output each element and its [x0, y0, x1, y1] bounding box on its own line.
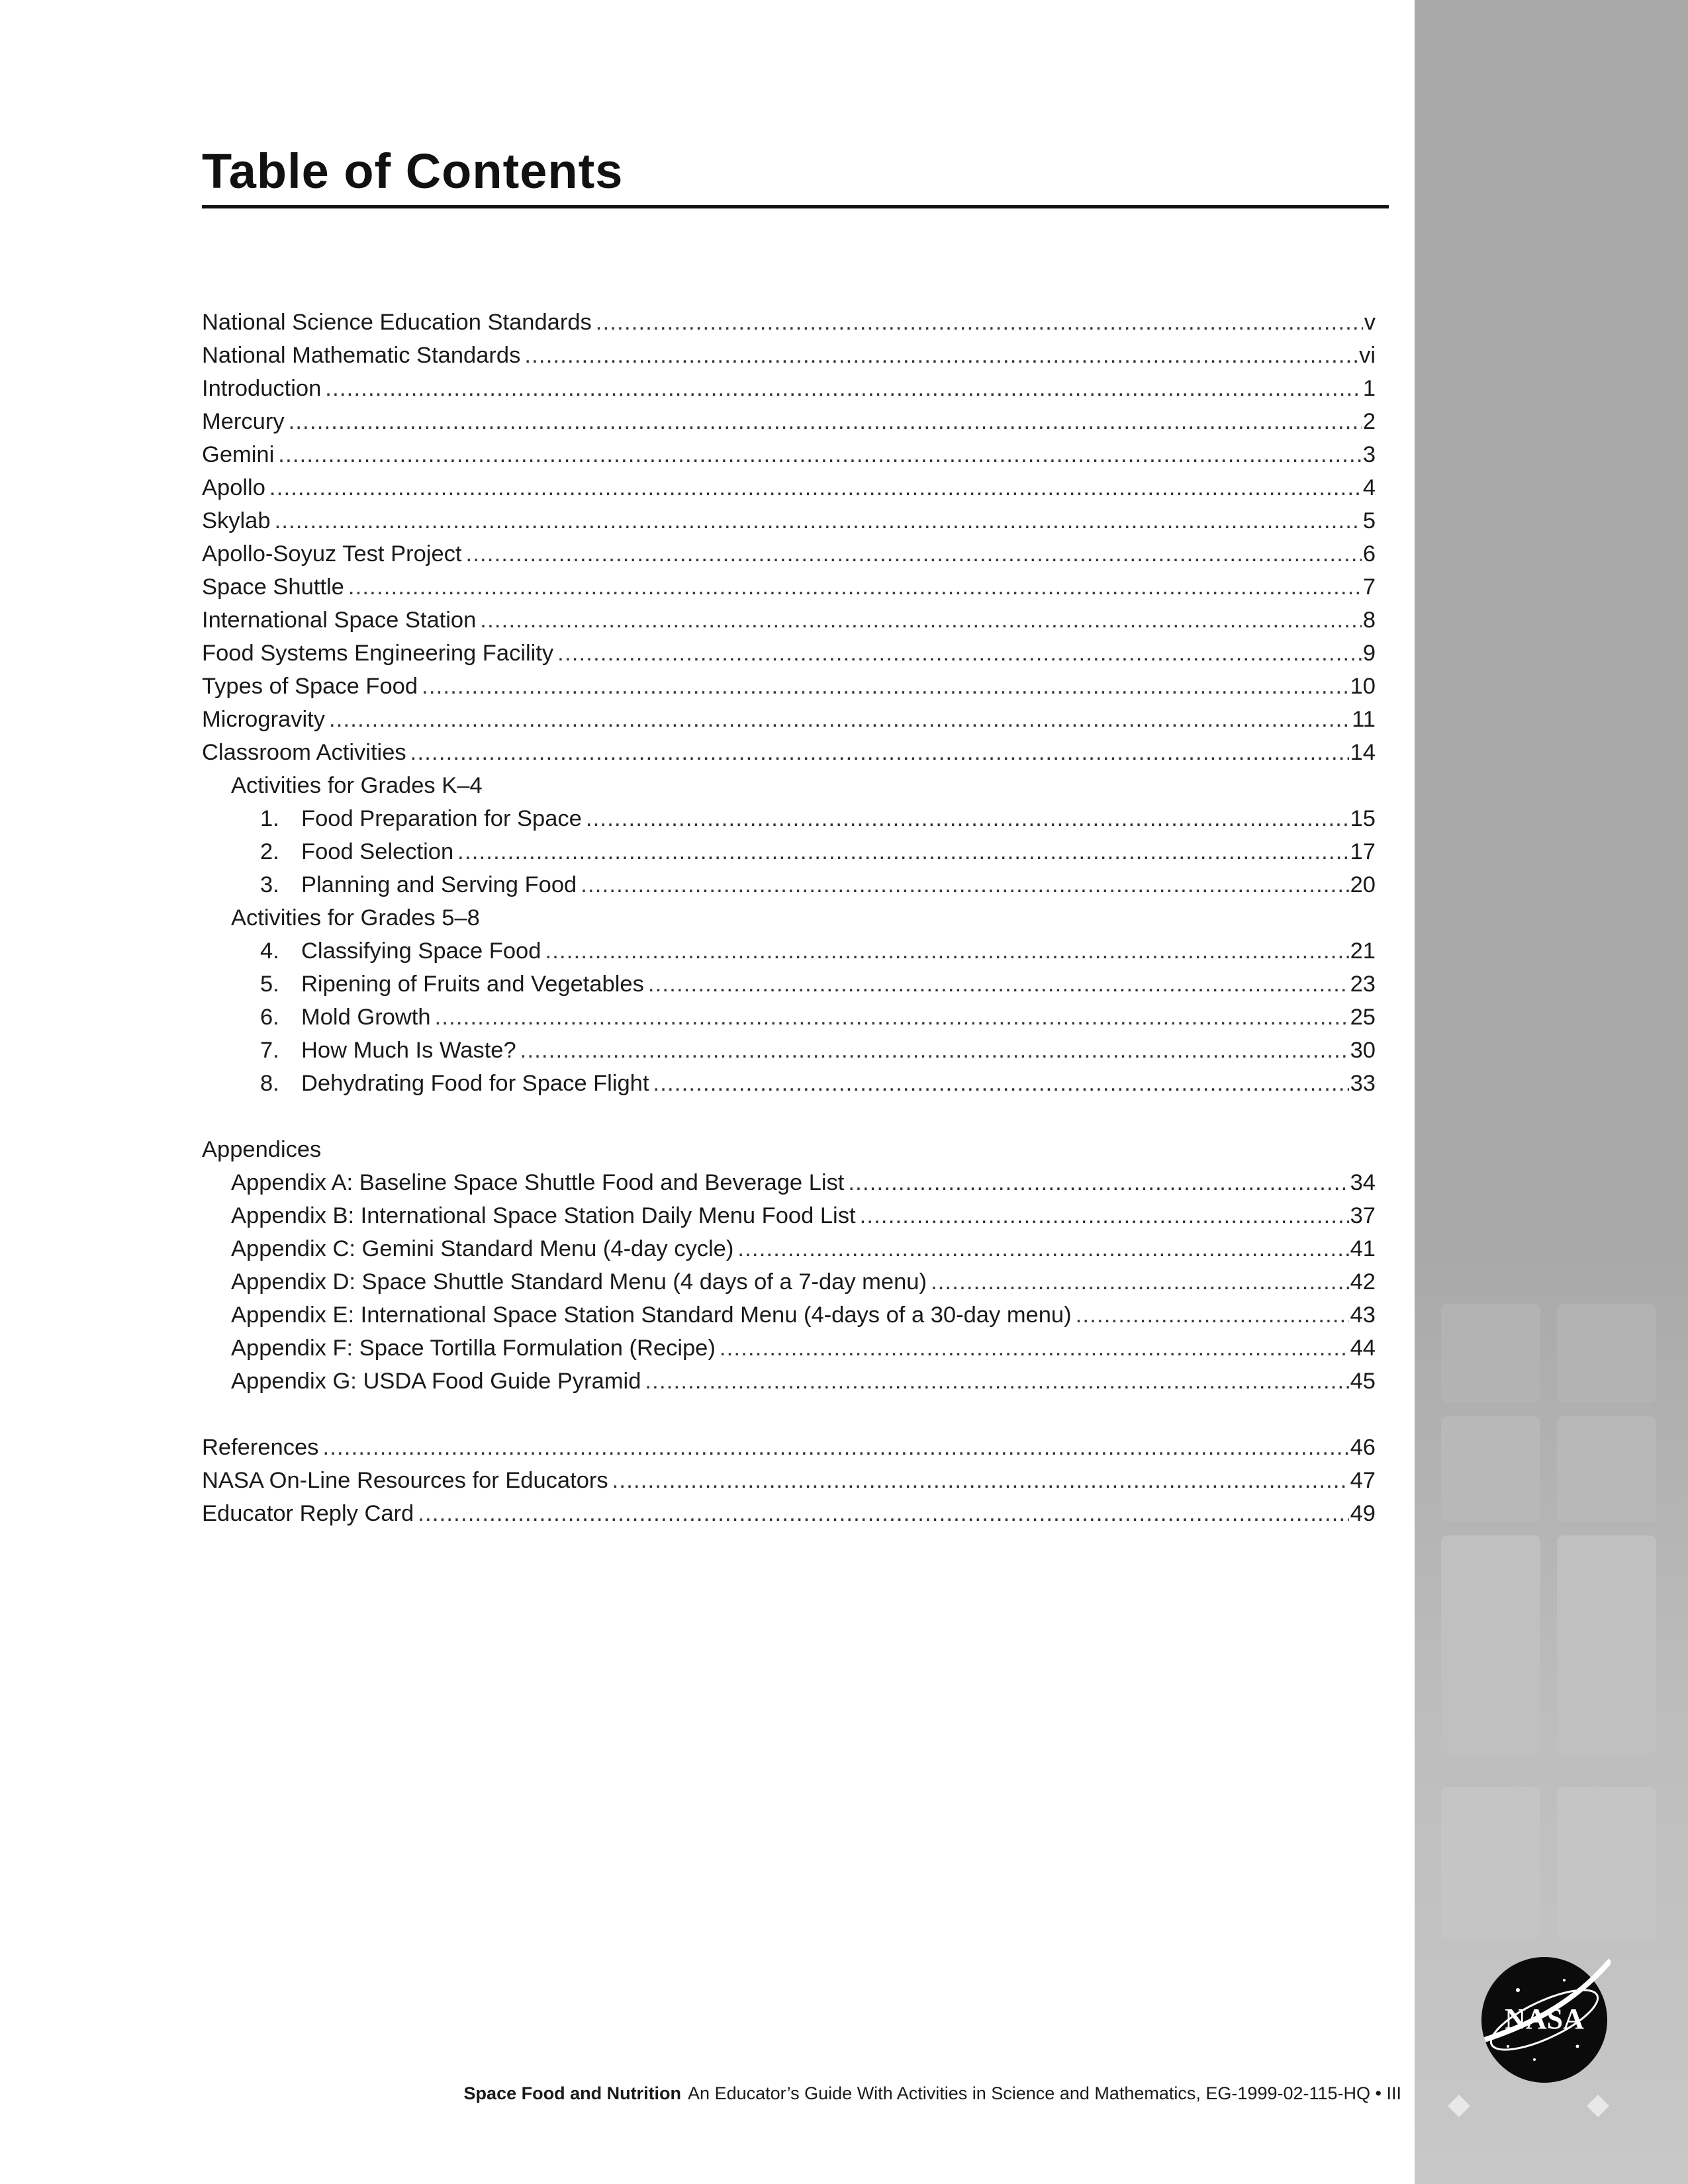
toc-entry[interactable]: [202, 968, 1376, 1001]
toc-entry[interactable]: [202, 1034, 1376, 1067]
toc-entry-label: Food Preparation for Space: [301, 806, 582, 831]
nasa-meatball-icon: [1478, 1954, 1611, 2086]
toc-entry-label: Apollo: [202, 475, 265, 500]
toc-page-number: v: [1364, 310, 1376, 335]
toc-dot-leader: [410, 736, 1349, 769]
toc-entry-label: Appendix C: Gemini Standard Menu (4-day cycle): [231, 1236, 734, 1261]
toc-dot-leader: [545, 934, 1348, 968]
toc-entry-label: Food Selection: [301, 839, 454, 864]
toc-entry-label: How Much Is Waste?: [301, 1038, 516, 1063]
toc-dot-leader: [653, 1067, 1348, 1100]
toc-entry[interactable]: [202, 1365, 1376, 1398]
toc-page-number: 34: [1350, 1170, 1376, 1195]
toc-entry[interactable]: [202, 471, 1376, 504]
toc-entry[interactable]: [202, 570, 1376, 604]
toc-entry[interactable]: [202, 1199, 1376, 1232]
toc-entry[interactable]: [202, 1431, 1376, 1464]
toc-entry-number: 7.: [260, 1038, 279, 1063]
toc-entry-label: Microgravity: [202, 707, 325, 732]
toc-entry[interactable]: [202, 1067, 1376, 1100]
toc-section-heading: [202, 769, 1376, 802]
toc-entry[interactable]: [202, 604, 1376, 637]
toc-dot-leader: [524, 339, 1358, 372]
footer-subtitle: An Educator’s Guide With Activities in Science and Mathematics, EG-1999-02-115-HQ • III: [688, 2083, 1401, 2103]
toc-dot-leader: [480, 604, 1362, 637]
toc-entry-label: Appendix E: International Space Station Standard Menu (4-days of a 30-day menu): [231, 1302, 1072, 1328]
toc-entry[interactable]: [202, 1298, 1376, 1332]
toc-entry-label: Appendix A: Baseline Space Shuttle Food and Beverage List: [231, 1170, 845, 1195]
toc-entry[interactable]: [202, 1265, 1376, 1298]
toc-dot-leader: [465, 537, 1361, 570]
toc-spacer: [202, 1398, 1376, 1431]
toc-section-heading: [202, 1133, 1376, 1166]
toc-spacer: [202, 1100, 1376, 1133]
toc-dot-leader: [269, 471, 1362, 504]
toc-dot-leader: [645, 1365, 1348, 1398]
toc-entry[interactable]: [202, 438, 1376, 471]
toc-page-number: 7: [1362, 574, 1376, 600]
toc-page-number: 42: [1350, 1269, 1376, 1295]
toc-page-number: 9: [1362, 641, 1376, 666]
toc-entry[interactable]: [202, 670, 1376, 703]
toc-page-number: 2: [1362, 409, 1376, 434]
toc-entry[interactable]: [202, 868, 1376, 901]
toc-entry-label: Skylab: [202, 508, 271, 533]
toc-dot-leader: [581, 868, 1348, 901]
toc-entry-label: Mercury: [202, 409, 285, 434]
toc-entry[interactable]: [202, 372, 1376, 405]
footer-book-title: Space Food and Nutrition: [463, 2083, 682, 2103]
toc-entry-number: 4.: [260, 938, 279, 964]
decorative-tile: [1441, 1535, 1540, 1754]
toc-entry-label: Planning and Serving Food: [301, 872, 577, 897]
toc-entry[interactable]: [202, 537, 1376, 570]
decorative-tile: [1557, 1535, 1656, 1754]
toc-entry-number: 2.: [260, 839, 279, 864]
toc-entry-label: Types of Space Food: [202, 674, 418, 699]
toc-entry[interactable]: [202, 1332, 1376, 1365]
toc-entry-label: Space Shuttle: [202, 574, 344, 600]
toc-entry[interactable]: [202, 405, 1376, 438]
toc-page-number: 15: [1350, 806, 1376, 831]
toc-page-number: 5: [1362, 508, 1376, 533]
toc-dot-leader: [325, 372, 1362, 405]
toc-entry-label: Food Systems Engineering Facility: [202, 641, 554, 666]
toc-entry[interactable]: [202, 1001, 1376, 1034]
toc-entry-label: Gemini: [202, 442, 275, 467]
decorative-tile: [1441, 1416, 1540, 1522]
toc-dot-leader: [596, 306, 1363, 339]
toc-entry-label: Apollo-Soyuz Test Project: [202, 541, 462, 567]
toc-page-number: 11: [1352, 707, 1376, 732]
toc-page-number: 8: [1362, 608, 1376, 633]
decorative-tile: [1557, 1416, 1656, 1522]
logo-text: NASA: [1505, 2003, 1584, 2035]
toc-entry[interactable]: [202, 339, 1376, 372]
toc-entry-label: NASA On-Line Resources for Educators: [202, 1468, 608, 1493]
toc-entry-label: International Space Station: [202, 608, 477, 633]
toc-entry-label: Educator Reply Card: [202, 1501, 414, 1526]
page-title: Table of Contents: [202, 147, 1389, 208]
table-of-contents: [202, 306, 1376, 1530]
toc-page-number: 1: [1362, 376, 1376, 401]
toc-page-number: 33: [1350, 1071, 1376, 1096]
toc-entry[interactable]: [202, 1497, 1376, 1530]
toc-page-number: 21: [1350, 938, 1376, 964]
toc-entry-number: 1.: [260, 806, 279, 831]
toc-dot-leader: [648, 968, 1349, 1001]
toc-entry[interactable]: [202, 1464, 1376, 1497]
decorative-tile: [1441, 1304, 1540, 1403]
toc-entry[interactable]: [202, 1232, 1376, 1265]
toc-entry[interactable]: [202, 504, 1376, 537]
toc-page-number: 17: [1350, 839, 1376, 864]
toc-dot-leader: [435, 1001, 1349, 1034]
toc-entry-label: Dehydrating Food for Space Flight: [301, 1071, 649, 1096]
toc-entry-label: Classifying Space Food: [301, 938, 541, 964]
toc-page-number: 25: [1350, 1005, 1376, 1030]
toc-entry-number: 3.: [260, 872, 279, 897]
toc-dot-leader: [931, 1265, 1349, 1298]
toc-entry-number: 6.: [260, 1005, 279, 1030]
toc-dot-leader: [848, 1166, 1348, 1199]
toc-entry[interactable]: [202, 802, 1376, 835]
toc-page-number: 46: [1350, 1435, 1376, 1460]
toc-entry[interactable]: [202, 835, 1376, 868]
decorative-tile: [1557, 1304, 1656, 1403]
toc-entry-label: Appendix G: USDA Food Guide Pyramid: [231, 1369, 641, 1394]
toc-entry-label: Appendix B: International Space Station Daily Menu Food List: [231, 1203, 856, 1228]
toc-page-number: 37: [1350, 1203, 1376, 1228]
toc-dot-leader: [275, 504, 1362, 537]
toc-entry-label: Appendix F: Space Tortilla Formulation (Recipe): [231, 1336, 716, 1361]
decorative-diamond: [1448, 2095, 1470, 2117]
toc-page-number: 10: [1350, 674, 1376, 699]
toc-page-number: 3: [1362, 442, 1376, 467]
toc-entry-label: Activities for Grades K–4: [231, 773, 483, 798]
toc-page-number: 45: [1350, 1369, 1376, 1394]
toc-page-number: 6: [1362, 541, 1376, 567]
toc-entry-label: Activities for Grades 5–8: [231, 905, 480, 931]
toc-dot-leader: [422, 670, 1349, 703]
toc-entry-number: 8.: [260, 1071, 279, 1096]
toc-page-number: 20: [1350, 872, 1376, 897]
toc-dot-leader: [720, 1332, 1349, 1365]
toc-entry-label: Mold Growth: [301, 1005, 431, 1030]
toc-page-number: 47: [1350, 1468, 1376, 1493]
toc-entry[interactable]: [202, 736, 1376, 769]
toc-page-number: vi: [1359, 343, 1376, 368]
toc-dot-leader: [329, 703, 1350, 736]
toc-entry[interactable]: [202, 934, 1376, 968]
toc-entry-label: Appendices: [202, 1137, 322, 1162]
toc-dot-leader: [860, 1199, 1349, 1232]
toc-dot-leader: [737, 1232, 1348, 1265]
toc-page-number: 23: [1350, 972, 1376, 997]
toc-dot-leader: [289, 405, 1362, 438]
toc-dot-leader: [418, 1497, 1348, 1530]
toc-entry-number: 5.: [260, 972, 279, 997]
toc-page-number: 49: [1350, 1501, 1376, 1526]
toc-dot-leader: [520, 1034, 1349, 1067]
toc-dot-leader: [557, 637, 1362, 670]
toc-entry-label: References: [202, 1435, 319, 1460]
decorative-tile: [1441, 1787, 1540, 1939]
toc-page-number: 4: [1362, 475, 1376, 500]
toc-page-number: 43: [1350, 1302, 1376, 1328]
toc-section-heading: [202, 901, 1376, 934]
decorative-diamond: [1587, 2095, 1609, 2117]
toc-dot-leader: [1076, 1298, 1349, 1332]
toc-entry-label: National Science Education Standards: [202, 310, 592, 335]
toc-page-number: 30: [1350, 1038, 1376, 1063]
page-footer: [199, 2083, 1401, 2104]
toc-dot-leader: [278, 438, 1362, 471]
toc-page-number: 41: [1350, 1236, 1376, 1261]
toc-dot-leader: [348, 570, 1362, 604]
toc-page-number: 14: [1350, 740, 1376, 765]
toc-entry[interactable]: [202, 1166, 1376, 1199]
toc-entry-label: Classroom Activities: [202, 740, 406, 765]
toc-dot-leader: [612, 1464, 1349, 1497]
sidebar-band: [1415, 0, 1688, 2184]
toc-entry[interactable]: [202, 637, 1376, 670]
toc-dot-leader: [457, 835, 1348, 868]
toc-dot-leader: [322, 1431, 1348, 1464]
toc-entry[interactable]: [202, 703, 1376, 736]
decorative-tile: [1557, 1787, 1656, 1939]
toc-page-number: 44: [1350, 1336, 1376, 1361]
toc-entry-label: Introduction: [202, 376, 322, 401]
toc-entry-label: Ripening of Fruits and Vegetables: [301, 972, 644, 997]
toc-entry-label: National Mathematic Standards: [202, 343, 521, 368]
toc-entry[interactable]: [202, 306, 1376, 339]
toc-dot-leader: [586, 802, 1349, 835]
toc-entry-label: Appendix D: Space Shuttle Standard Menu (4 days of a 7-day menu): [231, 1269, 927, 1295]
